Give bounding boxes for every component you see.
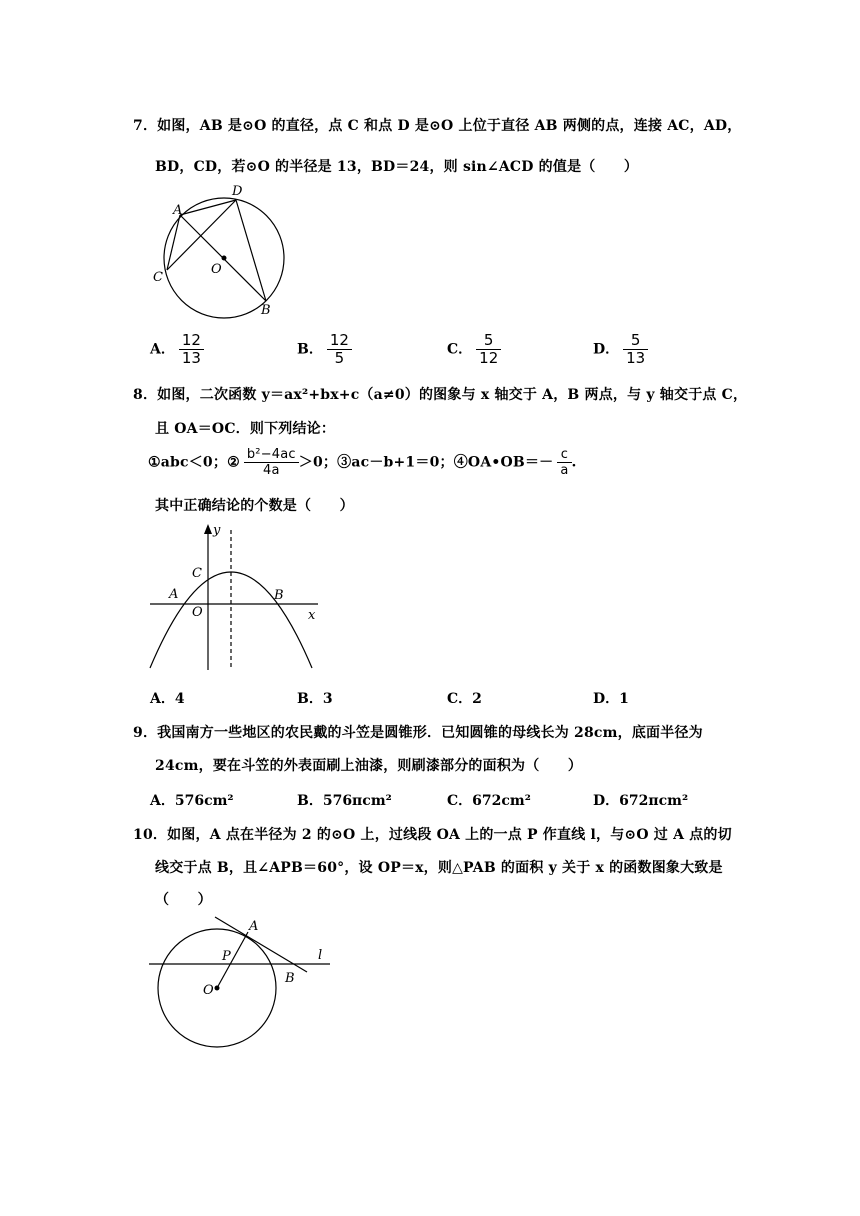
q9-option-c[interactable]: C．672cm² bbox=[447, 793, 531, 809]
q7-option-d[interactable]: D． $\frac{5}{13}$ bbox=[593, 332, 648, 367]
q10-label-l: l bbox=[318, 948, 323, 963]
q9-text: 我国南方一些地区的农民戴的斗笠是圆锥形．已知圆锥的母线长为 28cm，底面半径为 bbox=[157, 725, 703, 741]
q8-fraction-2: $\frac{\text{b²−4ac}}{4a}$ bbox=[244, 447, 299, 478]
q7-center-dot bbox=[222, 256, 227, 261]
q7-line1 bbox=[133, 115, 741, 135]
q7-option-a[interactable]: A． $\frac{12}{13}$ bbox=[150, 332, 204, 367]
q9-line1 bbox=[133, 722, 703, 742]
q7-option-c[interactable]: C． $\frac{5}{12}$ bbox=[447, 332, 501, 367]
q8-conclusions: ①abc＜0；② $\frac{\text{b²−4ac}}{4a}$ ＞0；③ac－b+1＝0；④OA•OB＝－ $\frac{c}{a}$ . bbox=[148, 447, 577, 478]
q10-figure bbox=[140, 910, 340, 1060]
q8-line1 bbox=[133, 384, 747, 404]
q8-label-o: O bbox=[192, 605, 203, 620]
q7-label-o: O bbox=[211, 262, 222, 277]
q7-text-a: 如图， bbox=[157, 118, 200, 134]
q9-line2: 24cm，要在斗笠的外表面刷上油漆，则刷漆部分的面积为（ ） bbox=[155, 758, 583, 774]
q9-number: 9． bbox=[133, 725, 158, 741]
q8-label-c: C bbox=[192, 566, 202, 581]
q8-option-b[interactable]: B．3 bbox=[297, 691, 333, 707]
q7-option-b-fraction: $\frac{12}{5}$ bbox=[327, 332, 352, 367]
q8-option-d[interactable]: D．1 bbox=[593, 691, 629, 707]
q10-line1 bbox=[133, 824, 732, 844]
q7-number: 7． bbox=[133, 118, 158, 134]
q7-label-b: B bbox=[261, 303, 271, 318]
q8-label-b: B bbox=[274, 588, 284, 603]
q10-center-dot bbox=[215, 986, 220, 991]
q9-option-d[interactable]: D．672πcm² bbox=[593, 793, 689, 809]
q7-option-d-fraction: $\frac{5}{13}$ bbox=[623, 332, 648, 367]
q8-text: 如图，二次函数 y＝ax²+bx+c（a≠0）的图象与 x 轴交于 A，B 两点，与 y 轴交于点 C， bbox=[157, 387, 748, 403]
q10-text: 如图，A 点在半径为 2 的⊙O 上，过线段 OA 上的一点 P 作直线 l，与⊙O 过 A 点的切 bbox=[167, 827, 732, 843]
q8-option-c[interactable]: C．2 bbox=[447, 691, 482, 707]
q10-line2: 线交于点 B，且∠APB＝60°，设 OP＝x，则△PAB 的面积 y 关于 x 的函数图象大致是 bbox=[155, 860, 723, 876]
q10-label-o: O bbox=[203, 983, 214, 998]
q10-label-a: A bbox=[249, 919, 259, 934]
q9-option-a[interactable]: A．576cm² bbox=[150, 793, 234, 809]
q9-option-b[interactable]: B．576πcm² bbox=[297, 793, 392, 809]
q7-label-d: D bbox=[232, 184, 243, 199]
q8-y-arrow-icon bbox=[204, 524, 212, 534]
q7-label-a: A bbox=[173, 203, 183, 218]
q10-label-p: P bbox=[222, 949, 231, 964]
q7-option-c-fraction: $\frac{5}{12}$ bbox=[476, 332, 501, 367]
q8-option-a[interactable]: A．4 bbox=[150, 691, 185, 707]
q7-option-a-fraction: $\frac{12}{13}$ bbox=[179, 332, 204, 367]
q10-line3: （ ） bbox=[155, 892, 212, 908]
q8-line4: 其中正确结论的个数是（ ） bbox=[155, 498, 354, 514]
q7-label-c: C bbox=[153, 270, 163, 285]
q8-label-y: y bbox=[213, 523, 221, 538]
q8-number: 8． bbox=[133, 387, 158, 403]
q7-line2: BD，CD，若⊙O 的半径是 13，BD＝24，则 sin∠ACD 的值是（ ） bbox=[155, 159, 639, 175]
q8-label-a: A bbox=[169, 587, 179, 602]
q8-label-x: x bbox=[308, 608, 316, 623]
q10-number: 10． bbox=[133, 827, 168, 843]
q10-label-b: B bbox=[285, 971, 295, 986]
q8-fraction-4: $\frac{c}{a}$ bbox=[557, 447, 571, 478]
q7-option-b[interactable]: B． $\frac{12}{5}$ bbox=[297, 332, 352, 367]
q7-text-b: AB 是⊙O 的直径，点 C 和点 D 是⊙O 上位于直径 AB 两侧的点，连接 AC，AD， bbox=[199, 118, 742, 134]
q8-figure bbox=[140, 520, 330, 675]
q7-figure bbox=[148, 180, 288, 320]
q8-line2: 且 OA＝OC．则下列结论： bbox=[155, 421, 336, 437]
